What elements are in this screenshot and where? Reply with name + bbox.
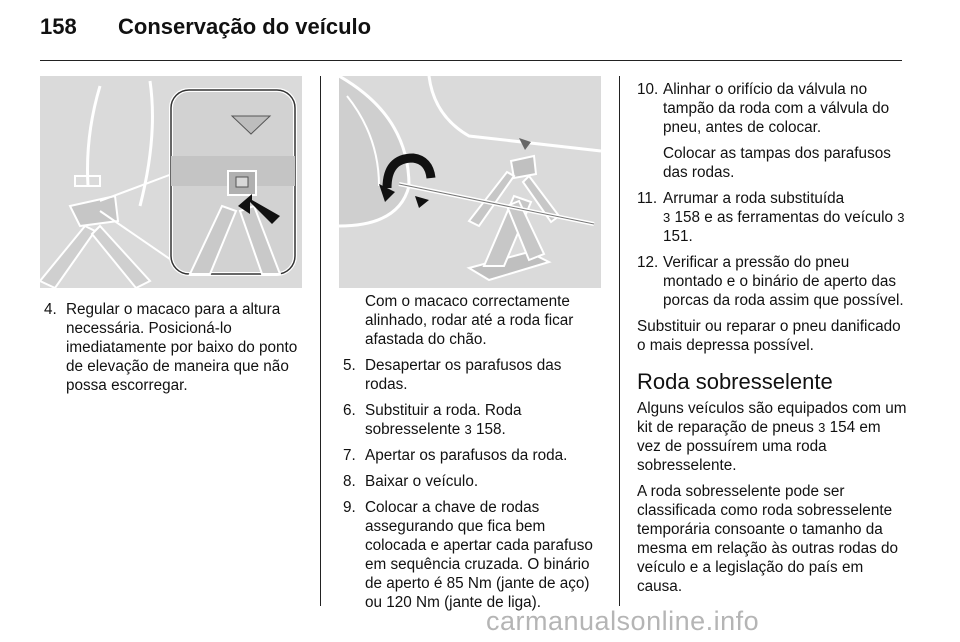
paragraph-text: Alguns veículos são equipados com um kit de reparação de pneus — [637, 400, 907, 436]
step-note: Colocar as tampas dos parafusos das rodas. — [663, 145, 891, 181]
item-number: 4. — [44, 301, 57, 318]
cross-reference-page[interactable]: 158 e as ferramentas do veículo — [674, 209, 894, 226]
item-number: 7. — [343, 447, 356, 464]
item-text: Apertar os parafusos da roda. — [365, 447, 568, 464]
list-item — [339, 401, 604, 439]
paragraph: A roda sobresselente pode ser classificada como roda sobresselente temporária consoante o tamanho da mesma em relação às outras rodas do veículo e a legislação do país em causa. — [637, 483, 899, 595]
page-number: 158 — [40, 14, 77, 39]
header-rule — [40, 60, 902, 61]
column-3-text — [637, 80, 907, 603]
cross-reference-arrow: 3 — [663, 210, 671, 225]
cross-reference-arrow: 3 — [818, 420, 826, 435]
list-item — [339, 446, 604, 465]
column-1-text — [40, 300, 305, 402]
column-divider-1 — [320, 76, 321, 606]
list-item — [637, 80, 907, 137]
item-text: Desapertar os parafusos das rodas. — [365, 357, 562, 393]
jack-position-illustration — [40, 76, 302, 288]
item-number: 12. — [637, 254, 659, 271]
item-number: 11. — [637, 190, 658, 207]
cross-reference-page[interactable]: 154 em vez de possuírem uma roda sobresselente. — [637, 419, 881, 474]
list-item — [339, 356, 604, 394]
item-text: Baixar o veículo. — [365, 473, 479, 490]
cross-reference-arrow: 3 — [464, 422, 472, 437]
list-item — [339, 498, 604, 612]
cross-reference-arrow: 3 — [897, 210, 905, 225]
paragraph: Substituir ou reparar o pneu danificado o mais depressa possível. — [637, 318, 901, 354]
watermark: carmanualsonline.info — [486, 606, 760, 636]
cross-reference-page[interactable]: 158. — [475, 421, 506, 438]
cross-reference-page[interactable]: 151. — [663, 228, 693, 245]
column-divider-2 — [619, 76, 620, 606]
item-number: 8. — [343, 473, 356, 490]
column-2-text — [339, 292, 604, 619]
section-heading: Roda sobresselente — [637, 369, 833, 394]
jack-crank-illustration — [339, 76, 601, 288]
item-text: Verificar a pressão do pneu montado e o binário de aperto das porcas da roda assim que possível. — [663, 254, 904, 309]
list-item — [637, 189, 907, 246]
item-number: 10. — [637, 81, 659, 98]
item-text: Substituir a roda. Roda sobresselente — [365, 402, 522, 438]
item-text: Alinhar o orifício da válvula no tampão da roda com a válvula do pneu, antes de colocar. — [663, 81, 890, 136]
step-continuation: Com o macaco correctamente alinhado, rodar até a roda ficar afastada do chão. — [365, 293, 574, 348]
page-title: Conservação do veículo — [118, 14, 372, 39]
item-text: Arrumar a roda substituída — [663, 190, 845, 207]
item-text: Regular o macaco para a altura necessária. Posicioná-lo imediatamente por baixo do ponto de elevação de maneira que não possa escorregar. — [66, 301, 298, 394]
item-number: 9. — [343, 499, 356, 516]
list-item — [637, 253, 907, 310]
item-number: 6. — [343, 402, 356, 419]
list-item — [339, 472, 604, 491]
item-number: 5. — [343, 357, 356, 374]
paragraph — [637, 399, 907, 475]
list-item — [40, 300, 305, 395]
item-text: Colocar a chave de rodas assegurando que fica bem colocada e apertar cada parafuso em sequência cruzada. O binário de aperto é 85 Nm (jante de aço) ou 120 Nm (jante de liga). — [365, 499, 593, 611]
